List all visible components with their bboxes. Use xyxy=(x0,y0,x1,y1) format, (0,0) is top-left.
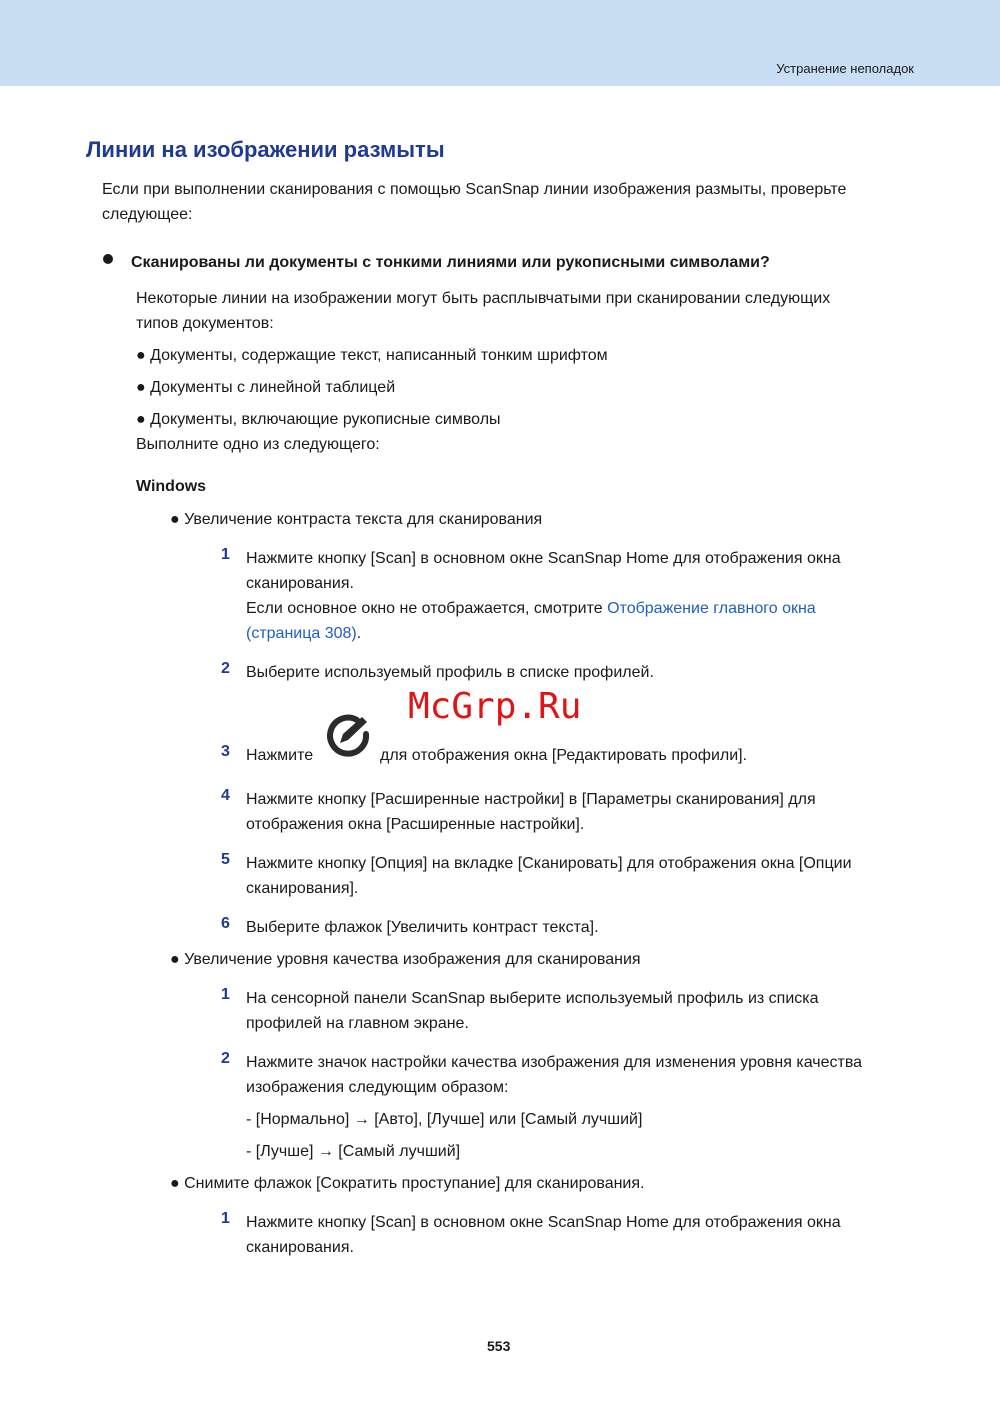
step-text: сканирования. xyxy=(246,1239,354,1256)
main-window-link[interactable]: Отображение главного окна xyxy=(607,600,816,617)
main-window-link-page[interactable]: (страница 308) xyxy=(246,625,357,642)
step-text: сканирования. xyxy=(246,575,354,592)
intro-line-2: следующее: xyxy=(102,206,193,223)
quality-option: - [Нормально] → [Авто], [Лучше] или [Самый лучший] xyxy=(246,1111,643,1128)
step-text: На сенсорной панели ScanSnap выберите используемый профиль из списка xyxy=(246,990,819,1007)
step-number: 5 xyxy=(221,851,230,868)
method-1-label: ● Увеличение контраста текста для сканирования xyxy=(170,511,543,528)
bullet-dot-icon xyxy=(103,254,113,264)
step-number: 3 xyxy=(221,743,230,760)
step-text: сканирования]. xyxy=(246,880,359,897)
step-number: 4 xyxy=(221,787,230,804)
step-text: профилей на главном экране. xyxy=(246,1015,469,1032)
list-item: ● Документы, включающие рукописные символы xyxy=(136,411,501,428)
step-number: 1 xyxy=(221,1210,230,1227)
step-text: изображения следующим образом: xyxy=(246,1079,509,1096)
edit-profile-icon xyxy=(324,712,372,760)
step-text: Нажмите значок настройки качества изображения для изменения уровня качества xyxy=(246,1054,863,1071)
header-band xyxy=(0,0,1000,86)
step-text: Нажмите кнопку [Расширенные настройки] в [Параметры сканирования] для xyxy=(246,791,816,808)
question-heading: Сканированы ли документы с тонкими линиями или рукописными символами? xyxy=(131,254,770,271)
step-text: Нажмите кнопку [Опция] на вкладке [Сканировать] для отображения окна [Опции xyxy=(246,855,852,872)
step-text: Выберите используемый профиль в списке профилей. xyxy=(246,664,654,681)
step-text: Нажмите кнопку [Scan] в основном окне ScanSnap Home для отображения окна xyxy=(246,1214,841,1231)
page-title: Линии на изображении размыты xyxy=(86,137,445,162)
step-text: Выберите флажок [Увеличить контраст текста]. xyxy=(246,919,599,936)
watermark: McGrp.Ru xyxy=(408,686,582,727)
explain-line-2: типов документов: xyxy=(136,315,274,332)
platform-heading: Windows xyxy=(136,478,207,495)
quality-option: - [Лучше] → [Самый лучший] xyxy=(246,1143,461,1160)
step-number: 2 xyxy=(221,660,230,677)
step-text: Если основное окно не отображается, смотрите xyxy=(246,600,608,617)
step-text: для отображения окна [Редактировать профили]. xyxy=(380,747,748,764)
do-one-text: Выполните одно из следующего: xyxy=(136,436,380,453)
step-text: отображения окна [Расширенные настройки]. xyxy=(246,816,585,833)
step-number: 1 xyxy=(221,986,230,1003)
explain-line-1: Некоторые линии на изображении могут быть расплывчатыми при сканировании следующих xyxy=(136,290,831,307)
step-text-with-link xyxy=(246,596,816,621)
method-3-label: ● Снимите флажок [Сократить проступание] для сканирования. xyxy=(170,1175,645,1192)
list-item: ● Документы с линейной таблицей xyxy=(136,379,396,396)
page-number: 553 xyxy=(487,1338,511,1354)
intro-line-1: Если при выполнении сканирования с помощью ScanSnap линии изображения размыты, проверьте xyxy=(102,181,847,198)
step-number: 6 xyxy=(221,915,230,932)
method-2-label: ● Увеличение уровня качества изображения для сканирования xyxy=(170,951,641,968)
step-number: 1 xyxy=(221,546,230,563)
list-item: ● Документы, содержащие текст, написанный тонким шрифтом xyxy=(136,347,608,364)
step-text: Нажмите xyxy=(246,747,314,764)
section-label: Устранение неполадок xyxy=(776,61,914,76)
step-text: Нажмите кнопку [Scan] в основном окне ScanSnap Home для отображения окна xyxy=(246,550,841,567)
step-number: 2 xyxy=(221,1050,230,1067)
step-text: . xyxy=(356,625,362,642)
step-text-with-link xyxy=(246,621,361,646)
